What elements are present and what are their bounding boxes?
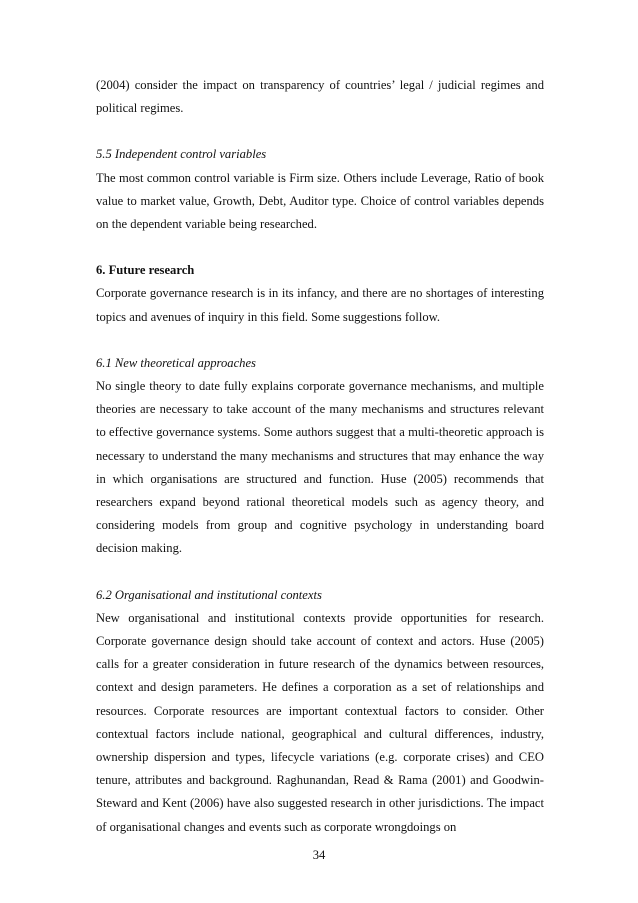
paragraph-continuation: (2004) consider the impact on transparency of countries’ legal / judicial regimes and political regimes.: [96, 78, 544, 116]
section-6-1-heading: 6.1 New theoretical approaches: [96, 355, 256, 370]
paragraph-gap: [96, 329, 544, 352]
paragraph-gap: [96, 561, 544, 584]
paragraph-gap: [96, 236, 544, 259]
section-6-2-heading: 6.2 Organisational and institutional contexts: [96, 587, 322, 602]
section-6-2-body: New organisational and institutional contexts provide opportunities for research. Corporate governance design should take account of context and actors. Huse (2005) calls for a greater consideration in future research of the dynamics between resources, context and design parameters. He defines a corporation as a set of relationships and resources. Corporate resources are important contextual factors to consider. Other contextual factors include national, geographical and cultural differences, industry, ownership dispersion and types, lifecycle variations (e.g. corporate crises) and CEO tenure, attributes and background. Raghunandan, Read & Rama (2001) and Goodwin-Steward and Kent (2006) have also suggested research in other jurisdictions. The impact of organisational changes and events such as corporate wrongdoings on: [96, 610, 544, 834]
section-6-heading: 6. Future research: [96, 263, 195, 278]
section-5-5-body: The most common control variable is Firm size. Others include Leverage, Ratio of book value to market value, Growth, Debt, Auditor type. Choice of control variables depends on the dependent variable being researched.: [96, 170, 544, 232]
section-6-body: Corporate governance research is in its infancy, and there are no shortages of interesting topics and avenues of inquiry in this field. Some suggestions follow.: [96, 286, 544, 324]
section-5-5-heading: 5.5 Independent control variables: [96, 147, 267, 162]
page-content: [96, 74, 544, 839]
section-6-1-body: No single theory to date fully explains corporate governance mechanisms, and multiple theories are necessary to take account of the many mechanisms and structures relevant to effective governance systems. Some authors suggest that a multi-theoretic approach is necessary to understand the many mechanisms and structures that may enhance the way in which organisations are structured and function. Huse (2005) recommends that researchers expand beyond rational theoretical models such as agency theory, and considering models from group and cognitive psychology in understanding board decision making.: [96, 379, 544, 556]
paragraph-gap: [96, 120, 544, 143]
page-number: 34: [312, 848, 326, 862]
